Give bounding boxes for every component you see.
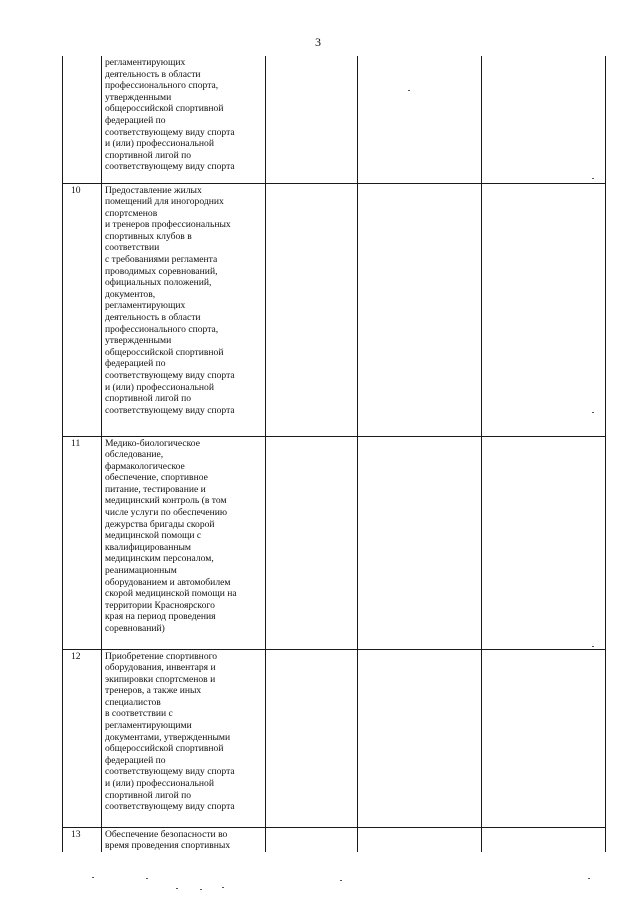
description-line: спортивной лигой по bbox=[105, 393, 192, 405]
description-line: экипировки спортсменов и bbox=[105, 673, 216, 685]
description-line: Приобретение спортивного bbox=[105, 650, 218, 662]
empty-cell bbox=[482, 183, 606, 436]
empty-cell bbox=[266, 649, 358, 827]
description-line: края на период проведения bbox=[105, 611, 216, 623]
row-number-cell: 12 bbox=[63, 649, 102, 827]
description-line: соответствующему виду спорта bbox=[105, 766, 235, 778]
description-line: с требованиями регламента bbox=[105, 254, 218, 266]
table-row bbox=[63, 183, 606, 436]
scan-speck bbox=[146, 878, 148, 879]
description-line: реанимационным bbox=[105, 565, 177, 577]
description-line: официальных положений, bbox=[105, 277, 212, 289]
row-number-cell: 10 bbox=[63, 183, 102, 436]
description-line: соответствующему виду спорта bbox=[105, 801, 235, 813]
description-line: дежурства бригады скорой bbox=[105, 518, 215, 530]
services-table bbox=[62, 56, 606, 852]
scan-speck bbox=[222, 887, 224, 888]
description-line: скорой медицинской помощи на bbox=[105, 588, 237, 600]
description-line: общероссийской спортивной bbox=[105, 743, 224, 755]
description-line: спортивной лигой по bbox=[105, 789, 192, 801]
description-line: проводимых соревнований, bbox=[105, 265, 218, 277]
empty-cell bbox=[266, 183, 358, 436]
scan-speck bbox=[588, 878, 590, 879]
description-line: время проведения спортивных bbox=[105, 840, 231, 852]
description-line: фармакологическое bbox=[105, 460, 185, 472]
description-line: деятельность в области bbox=[105, 68, 201, 80]
description-line: соревнований) bbox=[105, 623, 165, 634]
description-line: в соответствии с bbox=[105, 708, 173, 720]
description-line: документов, bbox=[105, 288, 156, 300]
description-line: питание, тестирование и bbox=[105, 483, 206, 495]
empty-cell bbox=[482, 649, 606, 827]
service-description-cell bbox=[102, 183, 266, 436]
description-line: соответствии bbox=[105, 242, 160, 254]
table-row bbox=[63, 436, 606, 649]
description-line: обеспечение, спортивное bbox=[105, 472, 208, 484]
page-number: 3 bbox=[315, 35, 321, 49]
description-line: обследование, bbox=[105, 449, 164, 461]
scan-speck bbox=[592, 412, 594, 413]
description-line: профессионального спорта, bbox=[105, 80, 219, 92]
description-line: оборудования, инвентаря и bbox=[105, 662, 216, 674]
empty-cell bbox=[358, 827, 482, 852]
service-description-cell bbox=[102, 436, 266, 649]
description-line: спортивных клубов в bbox=[105, 230, 192, 242]
empty-cell bbox=[358, 649, 482, 827]
scan-speck bbox=[176, 888, 178, 889]
description-line: Обеспечение безопасности во bbox=[105, 828, 228, 840]
empty-cell bbox=[358, 56, 482, 183]
empty-cell bbox=[482, 56, 606, 183]
description-line: и тренеров профессиональных bbox=[105, 219, 231, 231]
description-line: и (или) профессиональной bbox=[105, 138, 214, 150]
description-line: медицинской помощи с bbox=[105, 530, 202, 542]
description-line: соответствующему виду спорта bbox=[105, 370, 235, 381]
description-line: медицинским персоналом, bbox=[105, 553, 214, 565]
scan-speck bbox=[592, 646, 594, 647]
service-description-cell bbox=[102, 649, 266, 827]
description-line: утвержденными bbox=[105, 91, 172, 103]
service-description-cell bbox=[102, 827, 266, 852]
description-line: спортсменов bbox=[105, 207, 158, 219]
description-line: помещений для иногородних bbox=[105, 196, 224, 208]
scan-speck bbox=[200, 889, 202, 890]
table-row bbox=[63, 827, 606, 852]
description-line: спортивной лигой по bbox=[105, 149, 192, 161]
empty-cell bbox=[482, 436, 606, 649]
row-number-cell: 13 bbox=[63, 827, 102, 852]
description-line: оборудованием и автомобилем bbox=[105, 576, 231, 588]
description-line: деятельность в области bbox=[105, 312, 201, 324]
description-line: территории Красноярского bbox=[105, 599, 215, 611]
description-line: Медико-биологическое bbox=[105, 437, 200, 449]
description-line: специалистов bbox=[105, 696, 161, 708]
description-line: регламентирующих bbox=[105, 300, 186, 312]
description-line: медицинский контроль (в том bbox=[105, 495, 227, 507]
description-line: числе услуги по обеспечению bbox=[105, 507, 228, 519]
scan-speck bbox=[340, 880, 342, 881]
description-line: тренеров, а также иных bbox=[105, 685, 202, 697]
description-line: федерацией по bbox=[105, 114, 166, 126]
empty-cell bbox=[266, 827, 358, 852]
empty-cell bbox=[482, 827, 606, 852]
description-line: документами, утвержденными bbox=[105, 731, 231, 743]
table-row bbox=[63, 649, 606, 827]
description-line: профессионального спорта, bbox=[105, 323, 219, 335]
description-line: общероссийской спортивной bbox=[105, 346, 224, 358]
scan-speck bbox=[408, 90, 410, 91]
row-number-cell bbox=[63, 56, 102, 183]
scan-speck bbox=[92, 877, 94, 878]
description-line: и (или) профессиональной bbox=[105, 778, 214, 790]
row-number-cell: 11 bbox=[63, 436, 102, 649]
description-line: регламентирующих bbox=[105, 57, 186, 68]
service-description-cell bbox=[102, 56, 266, 183]
description-line: и (или) профессиональной bbox=[105, 381, 214, 393]
description-line: соответствующему виду спорта bbox=[105, 161, 235, 173]
description-line: регламентирующими bbox=[105, 720, 192, 732]
description-line: Предоставление жилых bbox=[105, 184, 202, 196]
table-row bbox=[63, 56, 606, 183]
description-line: общероссийской спортивной bbox=[105, 103, 224, 115]
empty-cell bbox=[266, 56, 358, 183]
description-line: федерацией по bbox=[105, 358, 166, 370]
description-line: соответствующему виду спорта bbox=[105, 404, 235, 416]
empty-cell bbox=[358, 183, 482, 436]
empty-cell bbox=[358, 436, 482, 649]
empty-cell bbox=[266, 436, 358, 649]
scan-speck bbox=[592, 178, 594, 179]
description-line: квалифицированным bbox=[105, 541, 191, 553]
description-line: соответствующему виду спорта bbox=[105, 126, 235, 138]
description-line: федерацией по bbox=[105, 754, 166, 766]
description-line: утвержденными bbox=[105, 335, 172, 347]
